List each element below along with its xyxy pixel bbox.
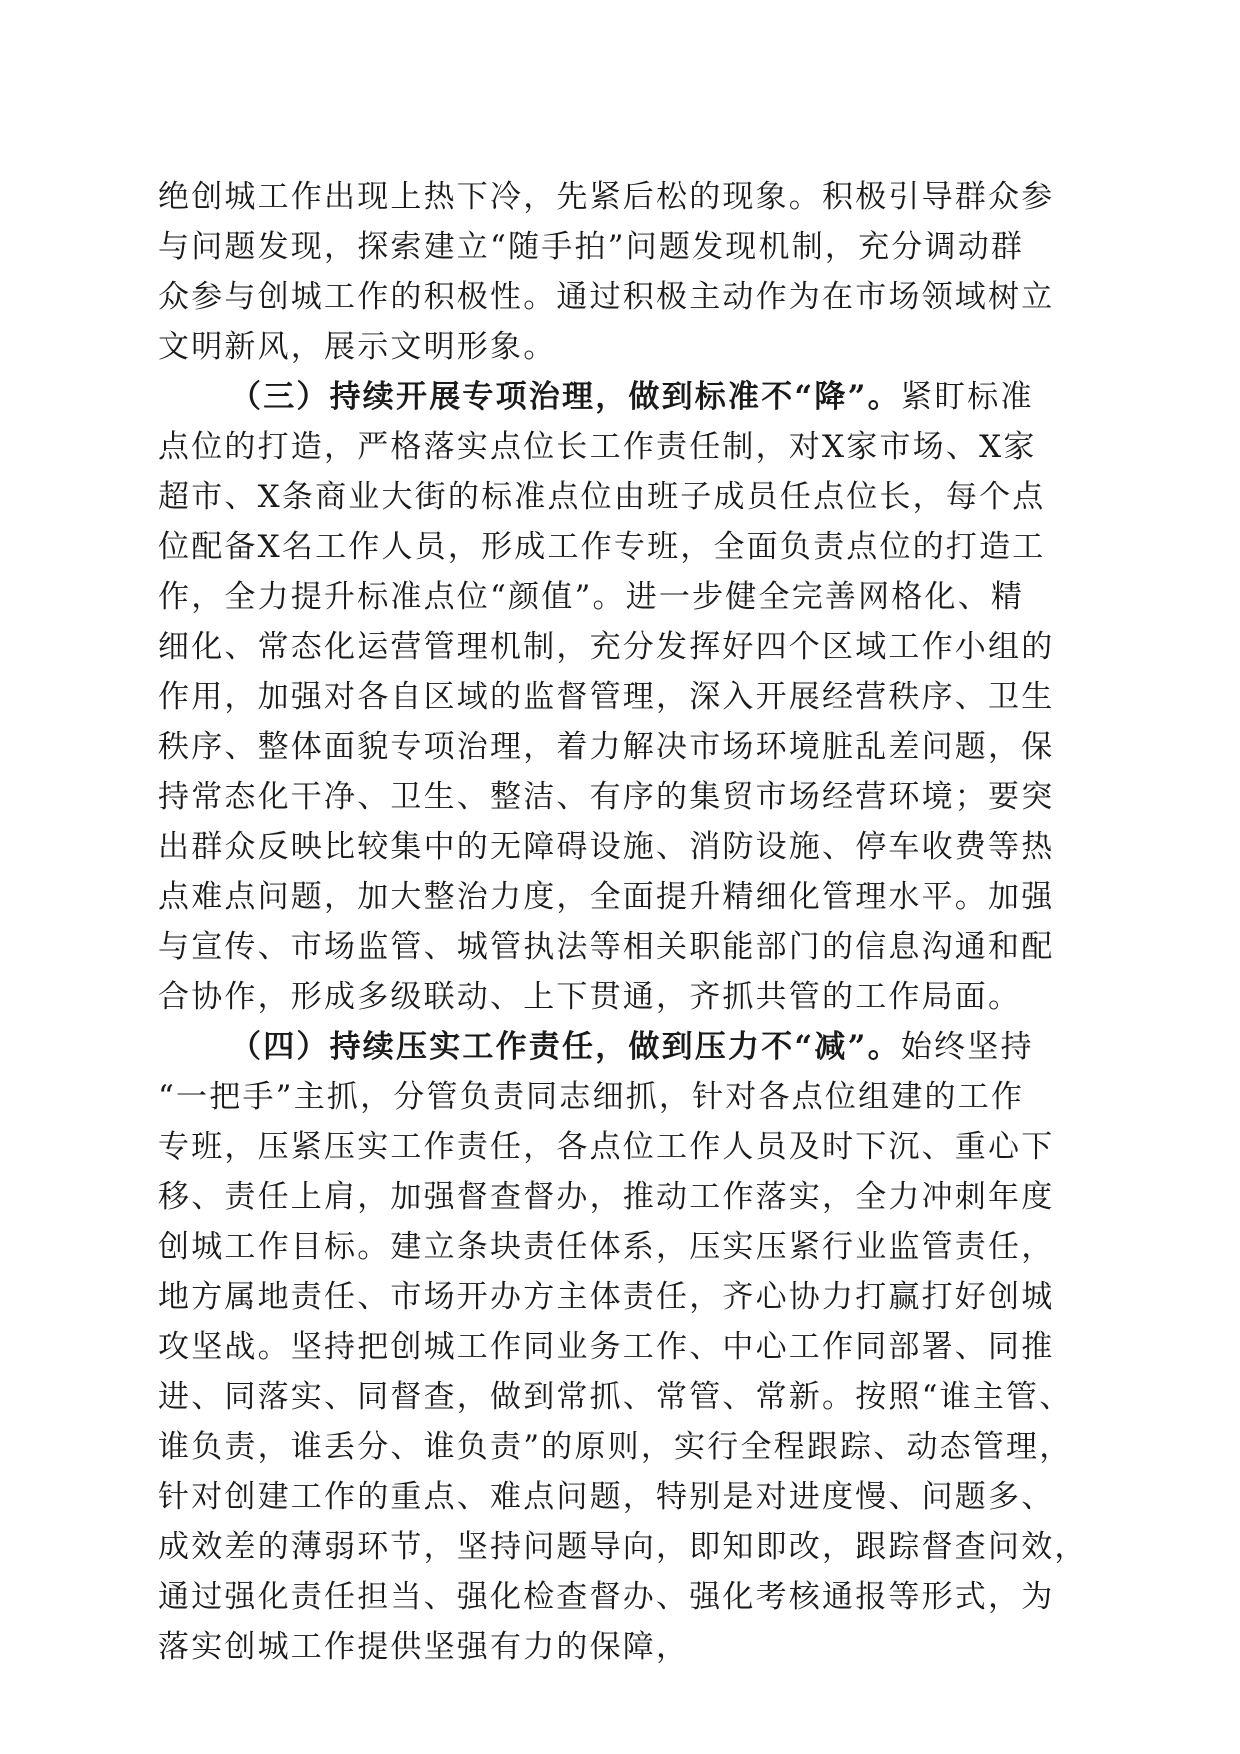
text-line: 成效差的薄弱环节，坚持问题导向，即知即改，跟踪督查问效， <box>158 1529 1088 1565</box>
text-line: 点位的打造，严格落实点位长工作责任制，对X家市场、X家 <box>158 429 1037 465</box>
paragraph-1 <box>158 172 1078 372</box>
text-run: 始终坚持 <box>900 1029 1034 1065</box>
text-line: 出群众反映比较集中的无障碍设施、消防设施、停车收费等热 <box>158 829 1055 865</box>
text-line: 谁负责，谁丢分、谁负责”的原则，实行全程跟踪、动态管理， <box>158 1429 1073 1465</box>
text-line: 绝创城工作出现上热下冷，先紧后松的现象。积极引导群众参 <box>158 179 1055 215</box>
text-line: 作用，加强对各自区域的监督管理，深入开展经营秩序、卫生 <box>158 679 1055 715</box>
text-line: 通过强化责任担当、强化检查督办、强化考核通报等形式，为 <box>158 1579 1055 1615</box>
section-heading-4: （四）持续压实工作责任，做到压力不“减”。 <box>230 1029 901 1065</box>
text-line: 进、同落实、同督查，做到常抓、常管、常新。按照“谁主管、 <box>158 1379 1073 1415</box>
text-line: 众参与创城工作的积极性。通过积极主动作为在市场领域树立 <box>158 279 1055 315</box>
text-line: 针对创建工作的重点、难点问题，特别是对进度慢、问题多、 <box>158 1479 1055 1515</box>
text-line: 细化、常态化运营管理机制，充分发挥好四个区域工作小组的 <box>158 629 1055 665</box>
text-line: 专班，压紧压实工作责任，各点位工作人员及时下沉、重心下 <box>158 1129 1055 1165</box>
text-line: 作，全力提升标准点位“颜值”。进一步健全完善网格化、精 <box>158 579 1025 615</box>
text-line: 位配备X名工作人员，形成工作专班，全面负责点位的打造工 <box>158 529 1046 565</box>
text-line: 与问题发现，探索建立“随手拍”问题发现机制，充分调动群 <box>158 229 1025 265</box>
document-body <box>158 172 1088 1672</box>
paragraph-first-line <box>158 372 1078 422</box>
section-heading-3: （三）持续开展专项治理，做到标准不“降”。 <box>230 379 901 415</box>
paragraph-2 <box>158 372 1078 1022</box>
text-line: 超市、X条商业大街的标准点位由班子成员任点位长，每个点 <box>158 479 1046 515</box>
text-line: 创城工作目标。建立条块责任体系，压实压紧行业监管责任， <box>158 1229 1055 1265</box>
text-line: 移、责任上肩，加强督查督办，推动工作落实，全力冲刺年度 <box>158 1179 1055 1215</box>
text-line: 秩序、整体面貌专项治理，着力解决市场环境脏乱差问题，保 <box>158 729 1055 765</box>
text-line: “一把手”主抓，分管负责同志细抓，针对各点位组建的工作 <box>158 1079 1025 1115</box>
text-line: 地方属地责任、市场开办方主体责任，齐心协力打赢打好创城 <box>158 1279 1055 1315</box>
text-line: 文明新风，展示文明形象。 <box>158 329 557 365</box>
text-line: 与宣传、市场监管、城管执法等相关职能部门的信息沟通和配 <box>158 929 1055 965</box>
text-line: 攻坚战。坚持把创城工作同业务工作、中心工作同部署、同推 <box>158 1329 1055 1365</box>
text-line: 点难点问题，加大整治力度，全面提升精细化管理水平。加强 <box>158 879 1055 915</box>
paragraph-3 <box>158 1022 1088 1672</box>
text-line: 持常态化干净、卫生、整洁、有序的集贸市场经营环境；要突 <box>158 779 1055 815</box>
paragraph-first-line <box>158 1022 1078 1072</box>
text-line: 落实创城工作提供坚强有力的保障， <box>158 1629 690 1665</box>
text-line: 合协作，形成多级联动、上下贯通，齐抓共管的工作局面。 <box>158 979 1022 1015</box>
text-run: 紧盯标准 <box>900 379 1034 415</box>
